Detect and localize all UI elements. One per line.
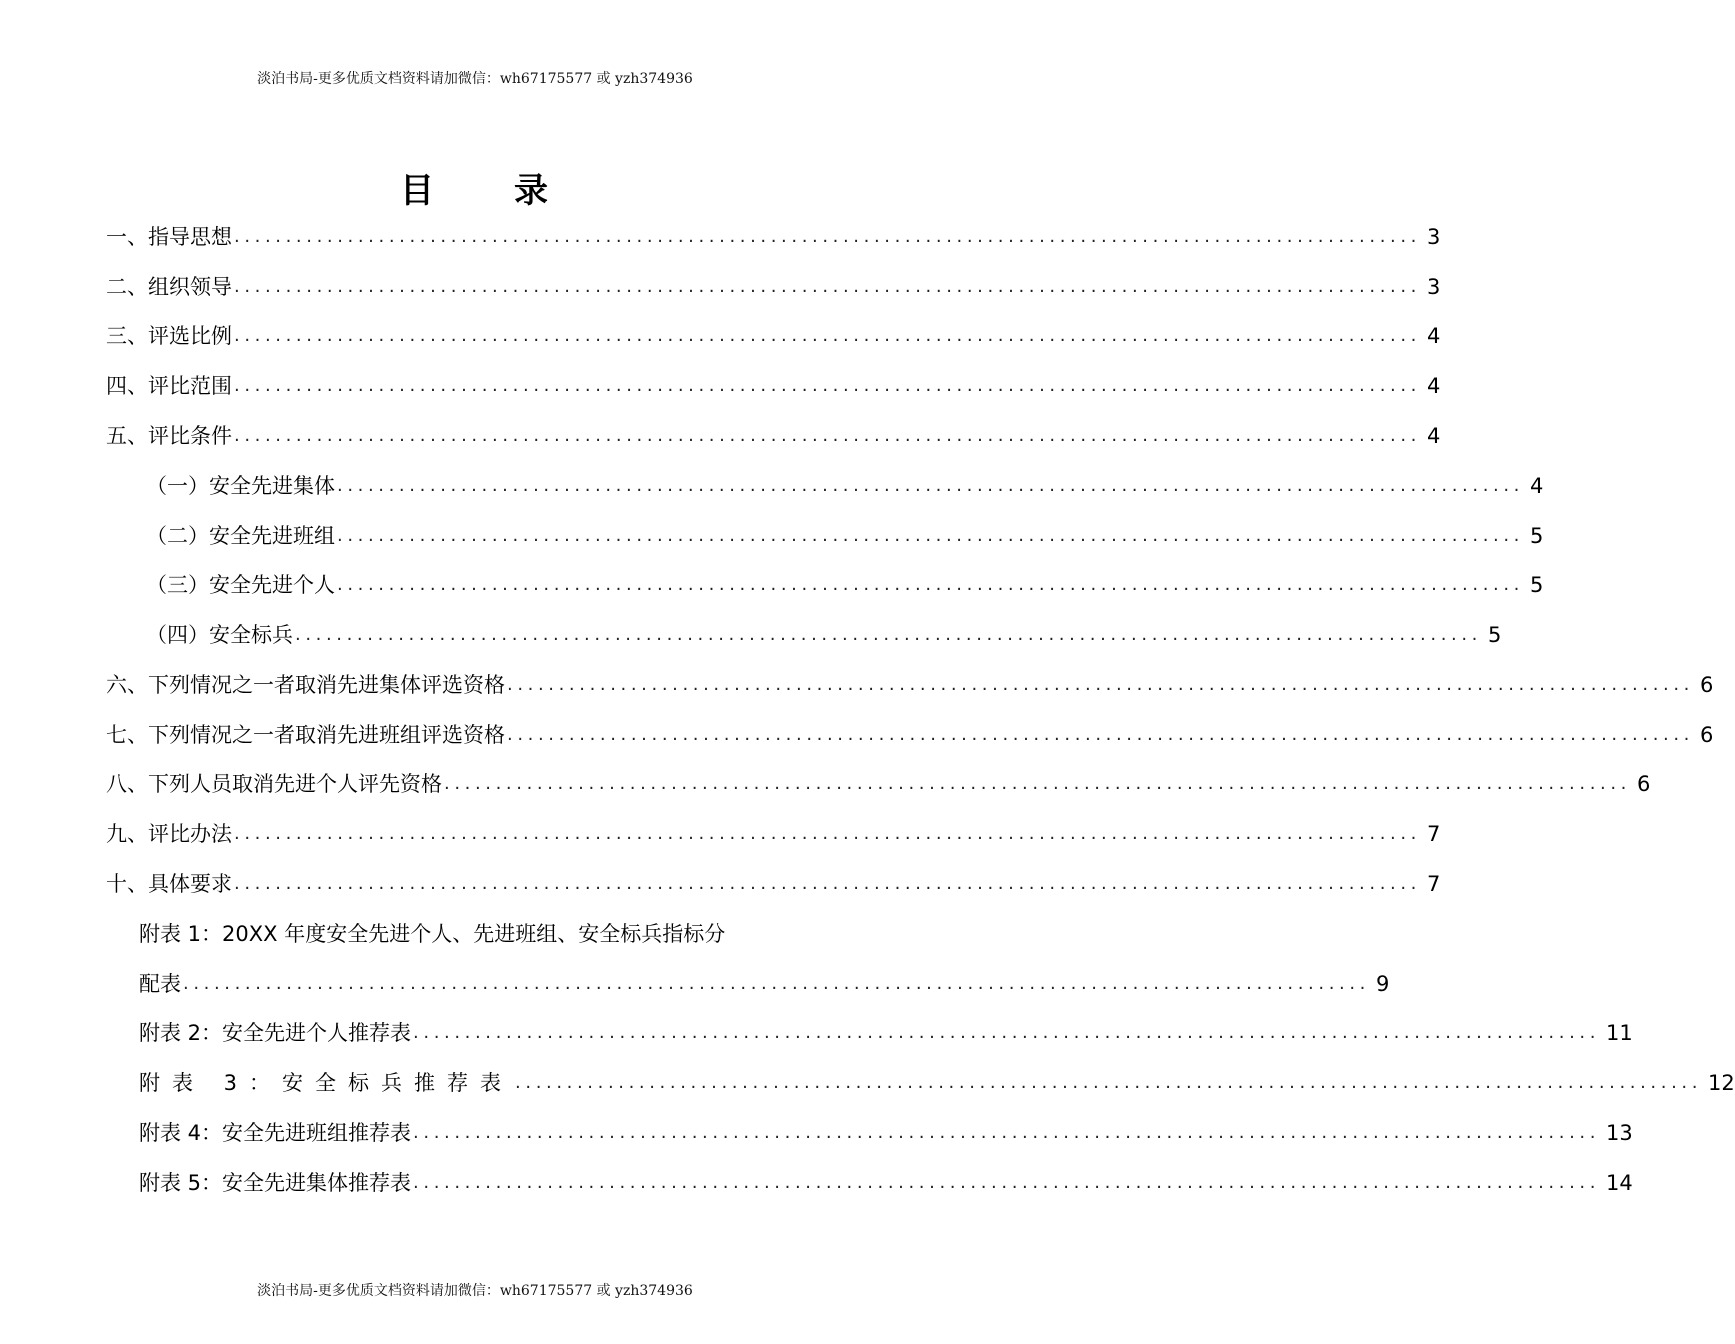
toc-entry-page: 9 <box>1376 972 1390 996</box>
toc-leader-dots: ................................................................................................................... <box>444 773 1631 794</box>
toc-entry-label: 二、组织领导 <box>106 275 232 299</box>
toc-appendix-entry[interactable] <box>139 1163 1633 1203</box>
toc-entry-page: 6 <box>1637 772 1651 796</box>
toc-leader-dots: ................................................................................................................... <box>515 1072 1703 1093</box>
toc-leader-dots: ................................................................................................................... <box>507 674 1694 695</box>
toc-entry-label: 附表 5：安全先进集体推荐表 <box>139 1171 412 1195</box>
toc-entry-page: 13 <box>1606 1121 1633 1145</box>
toc-leader-dots: ................................................................................................................... <box>234 276 1421 297</box>
toc-entry-label: 附表 4：安全先进班组推荐表 <box>139 1121 412 1145</box>
toc-appendix-entry[interactable] <box>139 964 1390 1004</box>
toc-entry-label: 一、指导思想 <box>106 225 232 249</box>
toc-entry-label: 六、下列情况之一者取消先进集体评选资格 <box>106 673 505 697</box>
toc-leader-dots: ................................................................................................................... <box>295 624 1482 645</box>
toc-leader-dots: ................................................................................................................... <box>337 475 1524 496</box>
toc-entry-label: （一）安全先进集体 <box>146 474 335 498</box>
toc-leader-dots: ................................................................................................................... <box>337 525 1524 546</box>
toc-entry[interactable] <box>106 267 1441 307</box>
toc-entry-page: 6 <box>1700 723 1714 747</box>
toc-leader-dots: ................................................................................................................... <box>234 873 1421 894</box>
toc-entry-page: 7 <box>1427 872 1441 896</box>
toc-entry-page: 12 <box>1708 1071 1735 1095</box>
toc-subentry[interactable] <box>146 615 1502 655</box>
toc-subentry[interactable] <box>146 516 1544 556</box>
toc-entry-page: 5 <box>1488 623 1502 647</box>
toc-entry-page: 6 <box>1700 673 1714 697</box>
toc-entry-label: 九、评比办法 <box>106 822 232 846</box>
toc-entry-label: 三、评选比例 <box>106 324 232 348</box>
toc-entry-label: 附表 3：安全标兵推荐表 <box>139 1071 514 1095</box>
toc-appendix-entry[interactable] <box>139 1063 1735 1103</box>
toc-leader-dots: ................................................................................................................... <box>337 574 1524 595</box>
title-char-1: 目 <box>400 171 436 211</box>
toc-entry-label: （四）安全标兵 <box>146 623 293 647</box>
toc-entry[interactable] <box>106 416 1441 456</box>
toc-entry-page: 11 <box>1606 1021 1633 1045</box>
toc-leader-dots: ................................................................................................................... <box>183 973 1370 994</box>
toc-entry[interactable] <box>106 715 1714 755</box>
toc-entry[interactable] <box>106 316 1441 356</box>
page-header: 淡泊书局-更多优质文档资料请加微信：wh67175577 或 yzh374936 <box>257 71 693 87</box>
toc-entry-label: （二）安全先进班组 <box>146 524 335 548</box>
toc-appendix-entry[interactable] <box>139 1113 1633 1153</box>
toc-appendix-entry[interactable] <box>139 1013 1633 1053</box>
toc-entry-page: 4 <box>1530 474 1544 498</box>
toc-entry-page: 3 <box>1427 225 1441 249</box>
toc-leader-dots: ................................................................................................................... <box>234 823 1421 844</box>
toc-entry-page: 4 <box>1427 424 1441 448</box>
toc-entry-page: 5 <box>1530 524 1544 548</box>
toc-appendix-1-line1[interactable]: 附表 1：20XX 年度安全先进个人、先进班组、安全标兵指标分 <box>139 922 726 946</box>
toc-entry-page: 5 <box>1530 573 1544 597</box>
toc-leader-dots: ................................................................................................................... <box>413 1172 1601 1193</box>
toc-entry-label: 配表 <box>139 972 181 996</box>
toc-entry-label: 附表 2：安全先进个人推荐表 <box>139 1021 412 1045</box>
toc-entry[interactable] <box>106 764 1651 804</box>
toc-entry[interactable] <box>106 217 1441 257</box>
toc-entry-label: 七、下列情况之一者取消先进班组评选资格 <box>106 723 505 747</box>
page-footer: 淡泊书局-更多优质文档资料请加微信：wh67175577 或 yzh374936 <box>257 1283 693 1299</box>
toc-leader-dots: ................................................................................................................... <box>234 226 1421 247</box>
toc-leader-dots: ................................................................................................................... <box>234 375 1421 396</box>
toc-entry-label: 四、评比范围 <box>106 374 232 398</box>
toc-leader-dots: ................................................................................................................... <box>234 325 1421 346</box>
toc-leader-dots: ................................................................................................................... <box>234 425 1421 446</box>
title-char-2: 录 <box>514 171 550 211</box>
toc-leader-dots: ................................................................................................................... <box>413 1122 1601 1143</box>
toc-entry-label: （三）安全先进个人 <box>146 573 335 597</box>
toc-entry-label: 十、具体要求 <box>106 872 232 896</box>
toc-entry-page: 7 <box>1427 822 1441 846</box>
toc-entry[interactable] <box>106 864 1441 904</box>
toc-entry-label: 八、下列人员取消先进个人评先资格 <box>106 772 442 796</box>
toc-entry-label: 五、评比条件 <box>106 424 232 448</box>
toc-entry-page: 14 <box>1606 1171 1633 1195</box>
toc-subentry[interactable] <box>146 466 1544 506</box>
page-title <box>0 163 950 212</box>
toc-entry[interactable] <box>106 814 1441 854</box>
toc-leader-dots: ................................................................................................................... <box>507 724 1694 745</box>
toc-subentry[interactable] <box>146 565 1544 605</box>
toc-leader-dots: ................................................................................................................... <box>413 1022 1601 1043</box>
toc-entry-page: 3 <box>1427 275 1441 299</box>
toc-entry[interactable] <box>106 366 1441 406</box>
toc-entry[interactable] <box>106 665 1714 705</box>
toc-entry-page: 4 <box>1427 324 1441 348</box>
toc-entry-page: 4 <box>1427 374 1441 398</box>
